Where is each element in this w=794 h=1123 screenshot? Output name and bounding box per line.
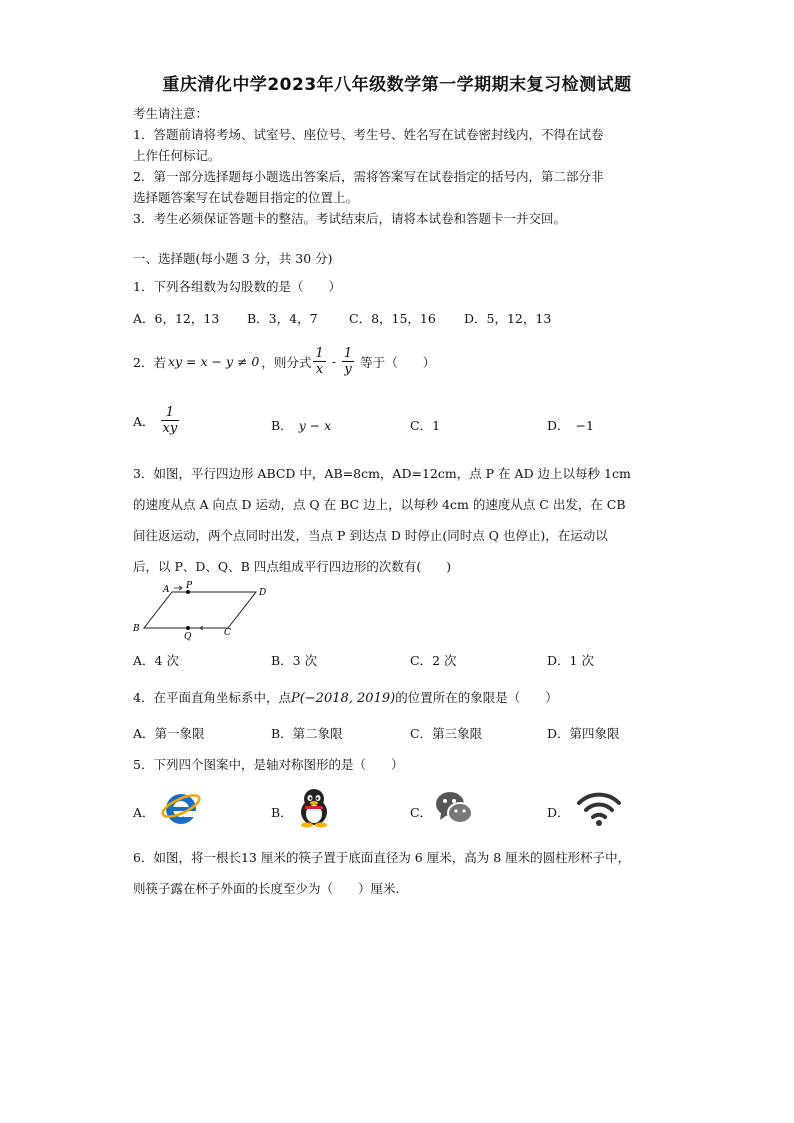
wechat-icon <box>434 789 474 827</box>
q4-point: P(−2018, 2019) <box>290 691 396 706</box>
q3-option-d: D．1 次 <box>547 653 594 668</box>
wifi-icon <box>576 789 622 827</box>
q2-option-b-value: y − x <box>298 418 332 433</box>
q5-option-d-label: D． <box>547 805 570 820</box>
label-q: Q <box>184 632 192 642</box>
q1-option-c: C．8，15，16 <box>349 311 436 326</box>
q2-option-b-label: B． <box>271 418 293 433</box>
q2-option-d <box>547 416 594 434</box>
label-a: A <box>163 585 170 595</box>
q2-fraction-1-den: x <box>315 362 324 377</box>
label-p: P <box>186 581 193 591</box>
q4-stem <box>133 688 558 706</box>
section-heading: 一、选择题(每小题 3 分，共 30 分) <box>133 251 333 266</box>
q4-option-c: C．第三象限 <box>410 726 483 741</box>
q2-minus: - <box>331 354 336 369</box>
q2-option-a-den: xy <box>162 421 178 436</box>
q2-option-d-label: D． <box>547 418 570 433</box>
q2-fraction-2 <box>342 346 354 377</box>
label-b: B <box>133 624 140 634</box>
label-c: C <box>224 628 231 638</box>
point-q <box>186 626 190 630</box>
q6-line-1: 6．如图，将一根长13 厘米的筷子置于底面直径为 6 厘米，高为 8 厘米的圆柱形杯子中， <box>133 850 631 865</box>
q3-line-3: 间往返运动，两个点同时出发，当点 P 到达点 D 时停止(同时点 Q 也停止)，在运动以 <box>133 528 608 543</box>
q2-condition: xy = x − y ≠ 0 <box>167 354 260 369</box>
q1-stem: 1．下列各组数为勾股数的是（ ） <box>133 279 341 294</box>
q2-option-a-num: 1 <box>161 405 180 421</box>
q2-mid: ，则分式 <box>261 354 312 370</box>
q2-option-d-value: −1 <box>575 418 594 433</box>
parallelogram-abcd <box>144 592 256 628</box>
q2-fraction-1 <box>313 346 325 377</box>
q2-option-b <box>271 416 331 434</box>
q3-option-c: C．2 次 <box>410 653 457 668</box>
notice-line-4: 选择题答案写在试卷题目指定的位置上。 <box>133 190 359 205</box>
q2-option-a-fraction <box>161 405 180 436</box>
q2-option-a-label: A． <box>133 413 155 429</box>
q2-fraction-1-num: 1 <box>315 346 324 361</box>
q3-line-1: 3．如图，平行四边形 ABCD 中，AB=8cm，AD=12cm，点 P 在 AD 边上以每秒 1cm <box>133 466 631 481</box>
q2-option-c: C．1 <box>410 418 441 433</box>
q5-option-c-label: C． <box>410 805 433 820</box>
q5-option-a-label: A． <box>133 805 155 820</box>
q3-option-a: A．4 次 <box>133 653 179 668</box>
notice-line-2: 上作任何标记。 <box>133 148 221 163</box>
q4-prefix: 4．在平面直角坐标系中，点 <box>133 690 291 705</box>
q3-line-2: 的速度从点 A 向点 D 运动，点 Q 在 BC 边上，以每秒 4cm 的速度从点 C 出发，在 CB <box>133 497 626 512</box>
q4-option-b: B．第二象限 <box>271 726 343 741</box>
label-d: D <box>259 588 267 598</box>
q2-suffix: 等于（ ） <box>360 354 436 370</box>
q1-option-b: B．3，4，7 <box>247 311 318 326</box>
internet-explorer-icon <box>160 788 202 828</box>
notice-line-5: 3．考生必须保证答题卡的整洁。考试结束后，请将本试卷和答题卡一并交回。 <box>133 211 566 226</box>
q2-stem <box>133 346 435 377</box>
q2-prefix: 2．若 <box>133 354 166 370</box>
q2-option-a <box>133 405 179 436</box>
q4-option-d: D．第四象限 <box>547 726 620 741</box>
q3-line-4: 后，以 P、D、Q、B 四点组成平行四边形的次数有( ) <box>133 559 452 574</box>
q1-option-a: A．6，12，13 <box>133 311 220 326</box>
q2-fraction-2-num: 1 <box>343 346 353 361</box>
q4-option-a: A．第一象限 <box>133 726 205 741</box>
q2-fraction-2-den: y <box>344 362 352 377</box>
notice-heading: 考生请注意： <box>133 106 209 121</box>
q4-suffix: 的位置所在的象限是（ ） <box>395 690 558 705</box>
q6-line-2: 则筷子露在杯子外面的长度至少为（ ）厘米. <box>133 881 400 896</box>
q5-option-b-label: B． <box>271 805 293 820</box>
notice-line-3: 2．第一部分选择题每小题选出答案后，需将答案写在试卷指定的括号内，第二部分非 <box>133 169 604 184</box>
q3-parallelogram-figure <box>130 580 280 642</box>
qq-penguin-icon <box>297 788 331 828</box>
q5-stem: 5．下列四个图案中，是轴对称图形的是（ ） <box>133 757 404 772</box>
page-title: 重庆清化中学2023年八年级数学第一学期期末复习检测试题 <box>162 75 632 95</box>
notice-line-1: 1．答题前请将考场、试室号、座位号、考生号、姓名写在试卷密封线内，不得在试卷 <box>133 127 604 142</box>
q3-option-b: B．3 次 <box>271 653 318 668</box>
q1-option-d: D．5，12，13 <box>464 311 552 326</box>
